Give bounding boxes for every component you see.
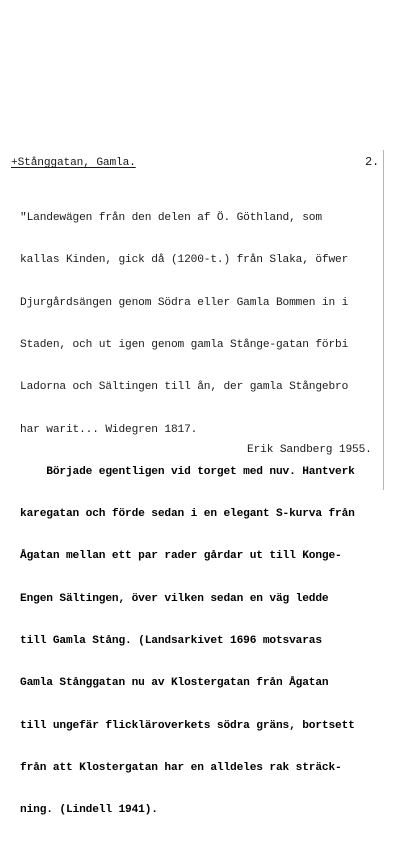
text-line: Började egentligen vid torget med nuv. Hantverk [20,465,355,478]
card-heading: +Stånggatan, Gamla. [11,157,136,169]
text-line: Ladorna och Sältingen till ån, der gamla Stångebro [20,381,349,394]
text-line: från att Klostergatan har en alldeles rak sträck- [20,761,342,774]
text-line: till ungefär flickläroverkets södra gräns, bortsett [20,719,355,732]
signature: Erik Sandberg 1955. [247,444,372,456]
text-line: "Landewägen från den delen af Ö. Göthland, som [20,212,322,225]
text-line: Djurgårdsängen genom Södra eller Gamla Bommen in i [20,296,349,309]
text-line: Ågatan mellan ett par rader gårdar ut till Konge- [20,550,342,563]
text-line: Engen Sältingen, över vilken sedan en väg ledde [20,592,329,605]
text-line: Gamla Stånggatan nu av Klostergatan från Ågatan [20,677,329,690]
card-edge-line [383,150,384,490]
text-line: kallas Kinden, gick då (1200-t.) från Slaka, öfwer [20,254,349,267]
text-line: ning. (Lindell 1941). [20,804,158,817]
text-line: Staden, och ut igen genom gamla Stånge-gatan förbi [20,339,349,352]
text-line: till Gamla Stång. (Landsarkivet 1696 motsvaras [20,635,322,647]
card-number: 2. [365,155,380,169]
text-line: har warit... Widegren 1817. [20,423,198,436]
text-line: karegatan och förde sedan i en elegant S-kurva från [20,508,355,521]
card-body [20,183,355,845]
